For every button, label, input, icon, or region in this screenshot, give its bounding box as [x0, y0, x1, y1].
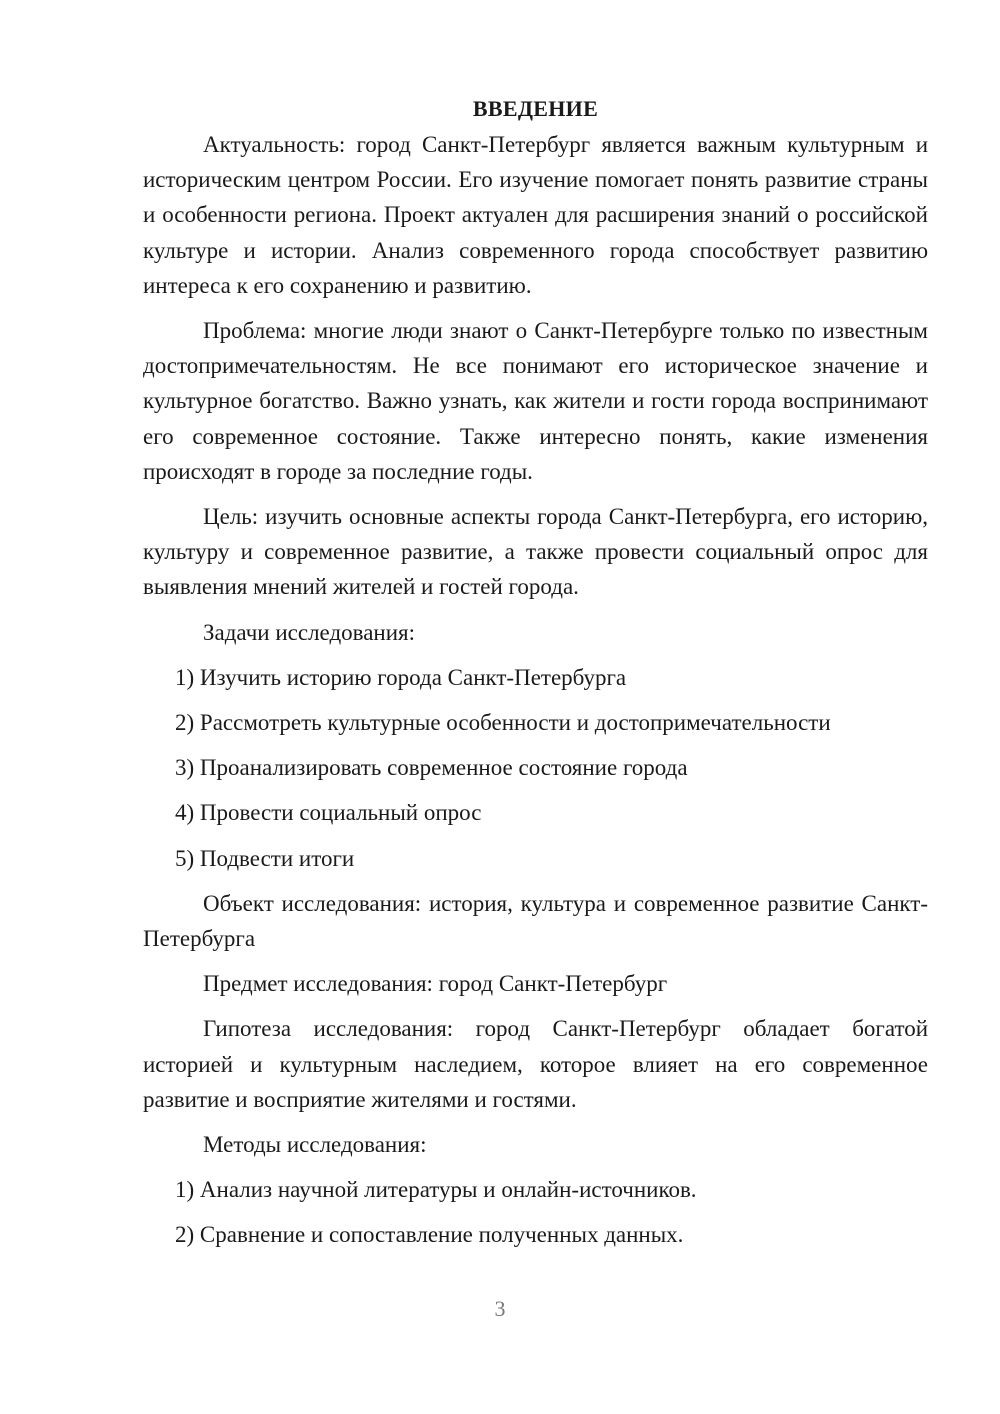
goal-paragraph: Цель: изучить основные аспекты города Санкт-Петербурга, его историю, культуру и современное развитие, а также провести социальный опрос для выявления мнений жителей и гостей города. [143, 504, 928, 600]
task-item: 5) Подвести итоги [175, 845, 355, 871]
task-item: 2) Рассмотреть культурные особенности и достопримечательности [175, 710, 831, 736]
method-item: 1) Анализ научной литературы и онлайн-источников. [175, 1177, 697, 1203]
method-item: 2) Сравнение и сопоставление полученных данных. [175, 1222, 684, 1248]
object-paragraph: Объект исследования: история, культура и современное развитие Санкт-Петербурга [143, 890, 928, 952]
relevance-paragraph: Актуальность: город Санкт-Петербург является важным культурным и историческим центром России. Его изучение помогает понять развитие страны и особенности региона. Проект актуален для расширения знаний о российской культуре и истории. Анализ современного города способствует развитию интереса к его сохранению и развитию. [143, 132, 928, 298]
tasks-heading: Задачи исследования: [203, 619, 416, 645]
page-number: 3 [494, 1296, 506, 1321]
problem-paragraph: Проблема: многие люди знают о Санкт-Петербурге только по известным достопримечательностям. Не все понимают его историческое значение и культурное богатство. Важно узнать, как жители и гости города воспринимают его современное состояние. Также интересно понять, какие изменения происходят в городе за последние годы. [143, 318, 928, 484]
task-item: 4) Провести социальный опрос [175, 800, 482, 826]
subject-paragraph: Предмет исследования: город Санкт-Петербург [203, 971, 668, 997]
document-page [143, 92, 928, 1263]
section-title: ВВЕДЕНИЕ [472, 96, 599, 121]
hypothesis-paragraph: Гипотеза исследования: город Санкт-Петербург обладает богатой историей и культурным наследием, которое влияет на его современное развитие и восприятие жителями и гостями. [143, 1016, 928, 1112]
task-item: 3) Проанализировать современное состояние города [175, 755, 688, 781]
task-item: 1) Изучить историю города Санкт-Петербурга [175, 664, 627, 690]
methods-heading: Методы исследования: [203, 1132, 427, 1158]
